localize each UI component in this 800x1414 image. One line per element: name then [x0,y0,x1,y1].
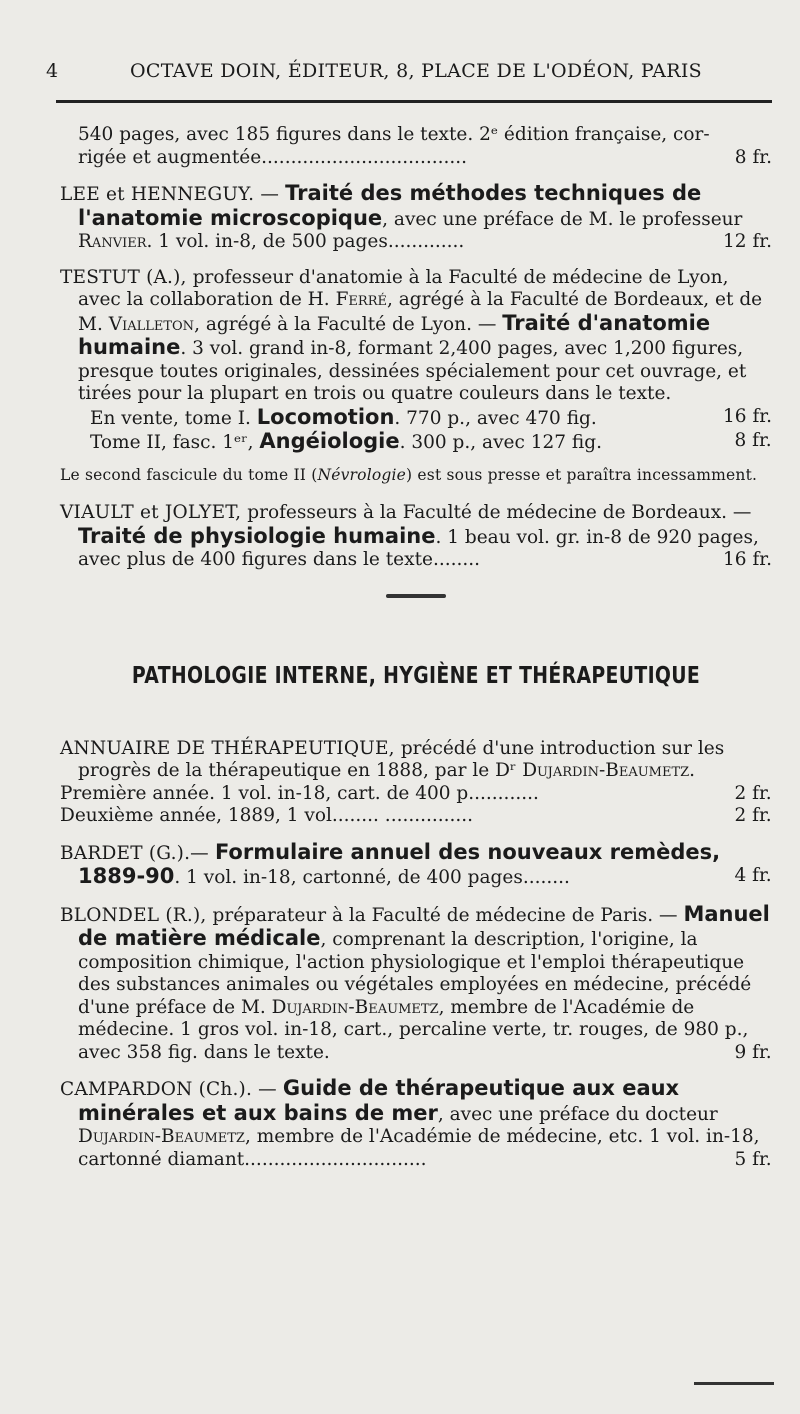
entry-text: , membre de l'Académie de médecine, etc. 1 vol. in-18, cartonné diamant............................... [78,1126,760,1170]
entry-text: . 1 beau vol. gr. in-8 de 920 pages, avec plus de 400 figures dans le texte........ [78,526,759,570]
catalog-content [60,124,772,1184]
entry-author: BLONDEL (R.), [60,904,213,926]
entry-campardon [60,1077,772,1171]
price: 9 fr. [734,1041,772,1063]
entry-text: En vente, tome I. [90,407,257,429]
entry-author: TESTUT (A.), [60,266,193,288]
entry-author: LEE et HENNEGUY. — [60,184,286,205]
entry-title: Guide de thérapeutique aux eaux minérales et aux bains de mer [78,1076,680,1125]
person-name: Vialleton [108,313,195,335]
ornament-divider [60,585,772,608]
entry-viault-jolyet [60,502,772,572]
note-text: ) est sous presse et paraîtra incessamment. [406,465,758,484]
entry-text: professeur d'anatomie à la Faculté de médecine de Lyon, avec la collaboration de H. [78,266,729,310]
bottom-rule [694,1382,774,1385]
entry-text: Deuxième année, 1889, 1 vol........ ............... [60,805,474,826]
entry-text: , comprenant la description, l'origine, la composition chimique, l'action physiologique et l'emploi thérapeutique des substances animales ou végétales employées en médecine, précédé d'une préface de M. [78,929,752,1018]
entry-text: . [689,760,696,781]
entry-text: , avec une préface du docteur [437,1103,718,1125]
entry-text: , agrégé à la Faculté de Bordeaux, et de M. [78,289,763,335]
entry-text: professeurs à la Faculté de médecine de Bordeaux. — [247,502,752,523]
entry-text: , avec une préface de M. le professeur [382,208,743,230]
entry-title: Manuel de matière médicale [78,901,770,950]
entry-text: , membre de l'Académie de médecine. 1 gros vol. in-18, cart., percaline verte, tr. rouges, de 980 p., avec 358 fig. dans le texte. [78,996,749,1063]
entry-author: CAMPARDON (Ch.). — [60,1079,283,1100]
entry-continuation [60,124,772,169]
note-text: Le second fascicule du tome II ( [60,465,318,484]
header-rule [56,100,772,103]
entry-lee-henneguy [60,182,772,254]
entry-note [60,464,772,487]
price: 12 fr. [723,231,772,252]
entry-text: précédé d'une introduction sur les progrès de la thérapeutique en 1888, par le Dʳ [78,737,725,781]
price: 16 fr. [723,549,772,570]
price: 16 fr. [723,405,772,427]
entry-author: BARDET (G.).— [60,842,215,864]
entry-text: , agrégé à la Faculté de Lyon. — [194,313,503,335]
person-name: Dujardin-Beaumetz [271,996,439,1018]
volume-line [60,805,772,828]
note-italic: Névrologie [317,465,407,484]
entry-bardet [60,841,772,890]
entry-text: préparateur à la Faculté de médecine de Paris. — [212,904,684,926]
price: 8 fr. [734,430,772,451]
entry-title: Formulaire annuel des nouveaux remèdes, 1889-90 [78,839,721,888]
entry-testut [60,267,772,455]
entry-text: 540 pages, avec 185 figures dans le texte. 2ᵉ édition française, cor- [78,124,710,145]
person-name: Dujardin-Beaumetz [78,1126,245,1147]
entry-annuaire [60,738,772,828]
volume-line [78,430,772,455]
volume-title: Angéiologie [259,429,400,453]
person-name: Ferré [335,289,387,310]
entry-text: rigée et augmentée................................... [78,146,467,168]
page-number: 4 [46,60,59,82]
entry-text: Première année. 1 vol. in-18, cart. de 400 p............ [60,782,539,804]
entry-title: Traité d'anatomie humaine [78,310,711,359]
entry-text-line [78,147,772,170]
running-title: OCTAVE DOIN, ÉDITEUR, 8, PLACE DE L'ODÉON, PARIS [130,60,702,82]
entry-text: . 1 vol. in-18, cartonné, de 400 pages........ [174,867,570,888]
person-name: Dujardin-Beaumetz [522,760,690,781]
entry-text: . 300 p., avec 127 fig. [399,432,602,453]
person-name: Ranvier [78,231,147,252]
entry-blondel [60,903,772,1065]
price: 8 fr. [734,146,772,168]
price: 4 fr. [734,865,772,886]
volume-line [78,406,772,431]
entry-text: . 1 vol. in-8, de 500 pages............. [146,231,465,252]
volume-title: Locomotion [256,404,395,429]
price: 5 fr. [734,1148,772,1170]
entry-author: VIAULT et JOLYET, [60,502,248,523]
entry-author: ANNUAIRE DE THÉRAPEUTIQUE, [60,737,401,759]
section-heading: PATHOLOGIE INTERNE, HYGIÈNE ET THÉRAPEUTIQUE [131,663,701,689]
entry-text: . 3 vol. grand in-8, formant 2,400 pages, avec 1,200 figures, presque toutes originales, dessinées spécialement pour cet ouvrage, et tirées pour la plupart en trois ou quatre couleurs dans le texte. [78,338,747,404]
entry-title: Traité des méthodes techniques de l'anatomie microscopique [78,181,702,230]
price: 2 fr. [734,805,772,826]
entry-title: Traité de physiologie humaine [78,523,436,548]
ornament-mark [386,594,446,598]
price: 2 fr. [734,782,772,804]
entry-text: . 770 p., avec 470 fig. [394,407,597,429]
entry-text: Tome II, fasc. 1ᵉʳ, [90,432,260,453]
volume-line [60,782,772,806]
